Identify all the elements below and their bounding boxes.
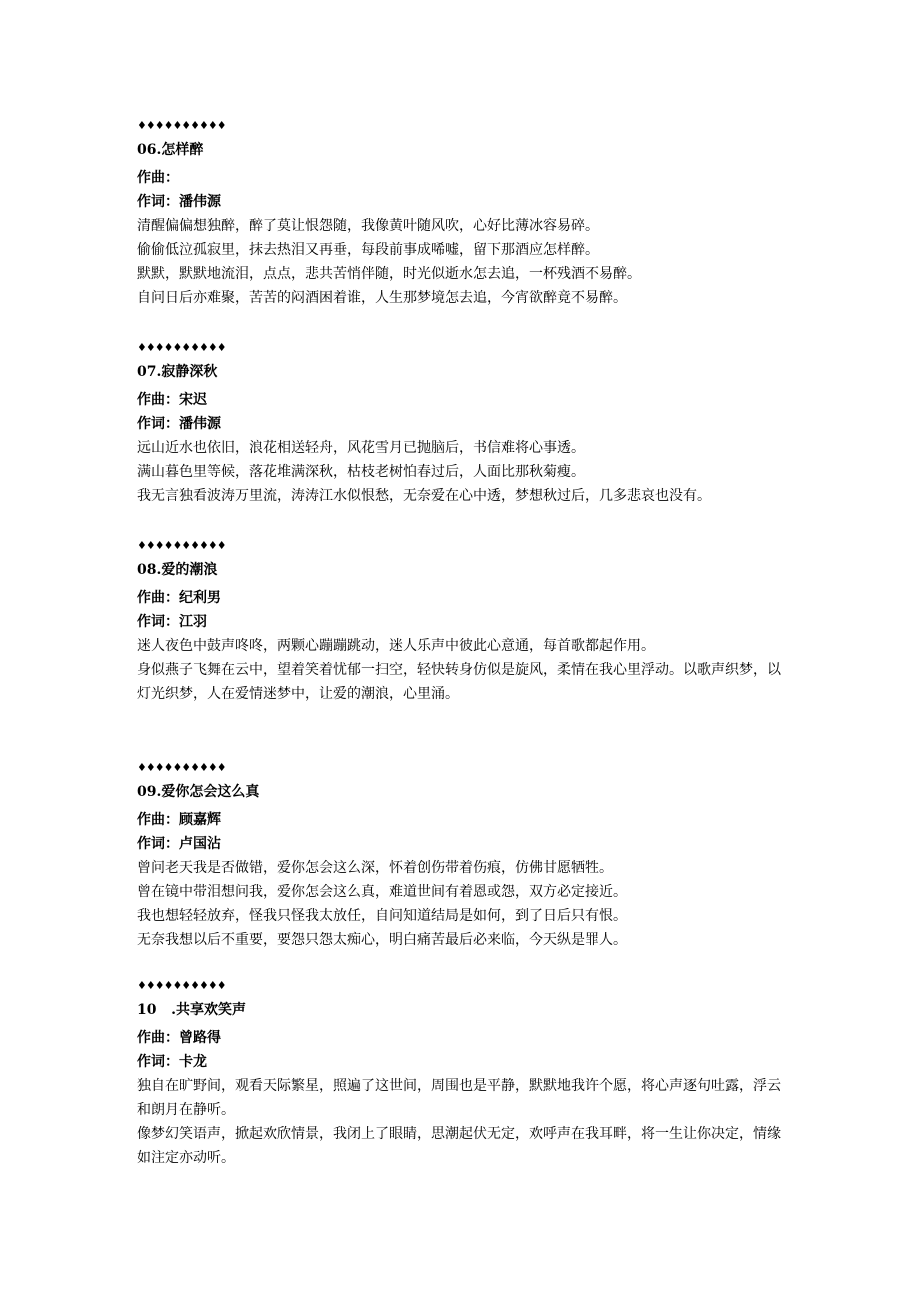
lyricist-credit: 作词：卡龙 <box>137 1054 207 1070</box>
lyric-line: 迷人夜色中鼓声咚咚，两颗心蹦蹦跳动，迷人乐声中彼此心意通，每首歌都起作用。 <box>137 638 655 654</box>
song-title: 07.寂静深秋 <box>137 364 218 380</box>
lyric-line: 默默，默默地流泪，点点，悲共苦悄伴随，时光似逝水怎去追，一杯残酒不易醉。 <box>137 266 641 282</box>
diamond-separator: ♦♦♦♦♦♦♦♦♦♦ <box>137 761 226 774</box>
lyric-line: 清醒偏偏想独醉，醉了莫让恨怨随，我像黄叶随风吹，心好比薄冰容易碎。 <box>137 218 599 234</box>
lyricist-credit: 作词：潘伟源 <box>137 194 221 210</box>
song-section <box>137 976 787 1170</box>
diamond-separator: ♦♦♦♦♦♦♦♦♦♦ <box>137 341 226 354</box>
lyric-line: 曾问老天我是否做错，爱你怎会这么深，怀着创伤带着伤痕，仿佛甘愿牺牲。 <box>137 860 613 876</box>
composer-credit: 作曲：曾路得 <box>137 1030 221 1046</box>
song-title: 10 .共享欢笑声 <box>137 1002 246 1018</box>
lyric-line: 我也想轻轻放弃，怪我只怪我太放任，自问知道结局是如何，到了日后只有恨。 <box>137 908 627 924</box>
song-section <box>137 338 787 508</box>
lyricist-credit: 作词：江羽 <box>137 614 207 630</box>
composer-credit: 作曲：宋迟 <box>137 392 207 408</box>
composer-credit: 作曲： <box>137 170 179 186</box>
lyric-line: 自问日后亦难聚，苦苦的闷酒困着谁，人生那梦境怎去追，今宵欲醉竟不易醉。 <box>137 290 627 306</box>
diamond-separator: ♦♦♦♦♦♦♦♦♦♦ <box>137 979 226 992</box>
lyric-line: 独自在旷野间，观看天际繁星，照遍了这世间，周围也是平静，默默地我许个愿，将心声逐句吐露，浮云和朗月在静听。 <box>137 1078 781 1118</box>
spacer <box>137 310 787 338</box>
lyricist-credit: 作词：潘伟源 <box>137 416 221 432</box>
song-section <box>137 536 787 706</box>
lyric-line: 无奈我想以后不重要，要怨只怨太痴心，明白痛苦最后必来临，今天纵是罪人。 <box>137 932 627 948</box>
composer-credit: 作曲：纪利男 <box>137 590 221 606</box>
song-section <box>137 116 787 310</box>
diamond-separator: ♦♦♦♦♦♦♦♦♦♦ <box>137 119 226 132</box>
lyricist-credit: 作词：卢国沾 <box>137 836 221 852</box>
song-title: 08.爱的潮浪 <box>137 562 218 578</box>
lyric-line: 偷偷低泣孤寂里，抹去热泪又再垂，每段前事成唏嘘，留下那酒应怎样醉。 <box>137 242 599 258</box>
diamond-separator: ♦♦♦♦♦♦♦♦♦♦ <box>137 539 226 552</box>
lyric-line: 像梦幻笑语声，掀起欢欣情景，我闭上了眼睛，思潮起伏无定，欢呼声在我耳畔，将一生让你决定，情缘如注定亦动听。 <box>137 1126 781 1166</box>
document-page <box>137 116 787 1170</box>
song-title: 06.怎样醉 <box>137 142 204 158</box>
spacer <box>137 952 787 976</box>
lyric-line: 曾在镜中带泪想问我，爱你怎会这么真，难道世间有着恩或怨，双方必定接近。 <box>137 884 627 900</box>
lyric-line: 身似燕子飞舞在云中，望着笑着忧郁一扫空，轻快转身仿似是旋风，柔情在我心里浮动。以歌声织梦，以灯光织梦，人在爱情迷梦中，让爱的潮浪，心里涌。 <box>137 662 781 702</box>
song-title: 09.爱你怎会这么真 <box>137 784 260 800</box>
lyric-line: 我无言独看波涛万里流，涛涛江水似恨愁，无奈爱在心中透，梦想秋过后，几多悲哀也没有。 <box>137 488 711 504</box>
song-section <box>137 758 787 952</box>
lyric-line: 远山近水也依旧，浪花相送轻舟，风花雪月已抛脑后，书信难将心事透。 <box>137 440 585 456</box>
spacer <box>137 508 787 536</box>
lyric-line: 满山暮色里等候，落花堆满深秋，枯枝老树怕春过后，人面比那秋菊瘦。 <box>137 464 585 480</box>
composer-credit: 作曲：顾嘉辉 <box>137 812 221 828</box>
spacer <box>137 706 787 758</box>
